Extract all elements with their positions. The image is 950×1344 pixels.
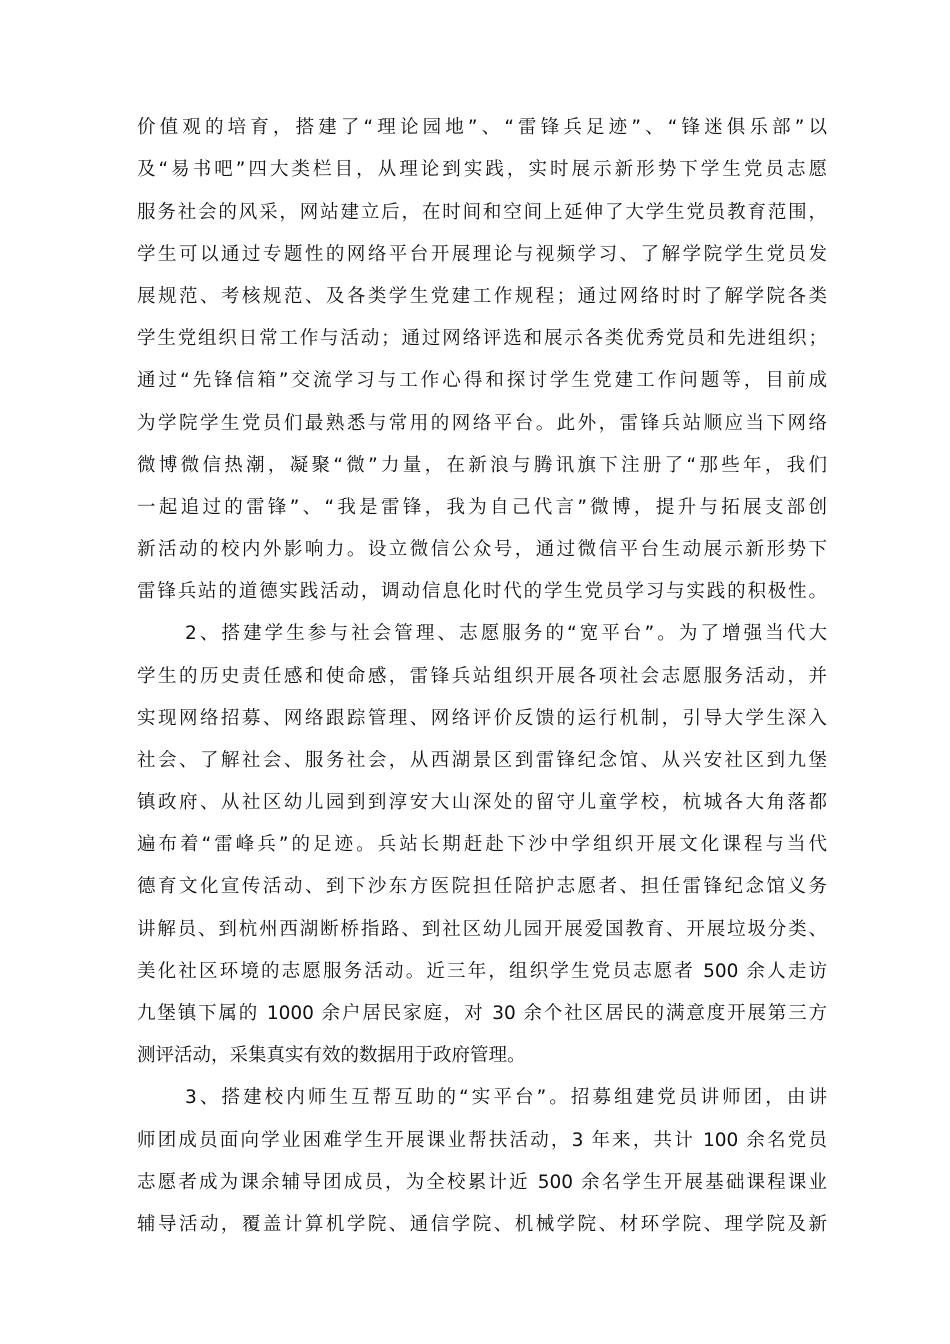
paragraph-line: 新活动的校内外影响力。设立微信公众号，通过微信平台生动展示新形势下 [137, 539, 827, 560]
paragraph-line: 学生可以通过专题性的网络平台开展理论与视频学习、了解学院学生党员发 [137, 244, 827, 265]
paragraph-line: 美化社区环境的志愿服务活动。近三年，组织学生党员志愿者 500 余人走访 [137, 961, 827, 982]
paragraph-line: 2、搭建学生参与社会管理、志愿服务的“宽平台”。为了增强当代大 [185, 623, 827, 644]
paragraph-line: 辅导活动，覆盖计算机学院、通信学院、机械学院、材环学院、理学院及新 [137, 1214, 827, 1235]
paragraph-line: 通过“先锋信箱”交流学习与工作心得和探讨学生党建工作问题等，目前成 [137, 370, 827, 391]
paragraph-line: 服务社会的风采，网站建立后，在时间和空间上延伸了大学生党员教育范围， [137, 202, 827, 223]
paragraph-line: 微博微信热潮，凝聚“微”力量，在新浪与腾讯旗下注册了“那些年，我们 [137, 455, 827, 476]
paragraph-line: 价值观的培育，搭建了“理论园地”、“雷锋兵足迹”、“锋迷俱乐部”以 [137, 117, 827, 138]
paragraph-line: 镇政府、从社区幼儿园到到淳安大山深处的留守儿童学校，杭城各大角落都 [137, 792, 827, 813]
paragraph-line: 社会、了解社会、服务社会，从西湖景区到雷锋纪念馆、从兴安社区到九堡 [137, 750, 827, 771]
paragraph-line: 学生党组织日常工作与活动；通过网络评选和展示各类优秀党员和先进组织； [137, 328, 827, 349]
paragraph-line: 师团成员面向学业困难学生开展课业帮扶活动，3 年来，共计 100 余名党员 [137, 1130, 827, 1151]
paragraph-line: 学生的历史责任感和使命感，雷锋兵站组织开展各项社会志愿服务活动，并 [137, 666, 827, 687]
paragraph-line: 九堡镇下属的 1000 余户居民家庭，对 30 余个社区居民的满意度开展第三方 [137, 1003, 827, 1024]
paragraph-line: 实现网络招募、网络跟踪管理、网络评价反馈的运行机制，引导大学生深入 [137, 708, 827, 729]
paragraph-line: 一起追过的雷锋”、“我是雷锋，我为自己代言”微博，提升与拓展支部创 [137, 497, 827, 518]
paragraph-line: 3、搭建校内师生互帮互助的“实平台”。招募组建党员讲师团，由讲 [185, 1087, 827, 1108]
paragraph-line: 德育文化宣传活动、到下沙东方医院担任陪护志愿者、担任雷锋纪念馆义务 [137, 876, 827, 897]
paragraph-line: 及“易书吧”四大类栏目，从理论到实践，实时展示新形势下学生党员志愿 [137, 159, 827, 180]
paragraph-line: 讲解员、到杭州西湖断桥指路、到社区幼儿园开展爱国教育、开展垃圾分类、 [137, 919, 827, 940]
paragraph-line: 展规范、考核规范、及各类学生党建工作规程；通过网络时时了解学院各类 [137, 286, 827, 307]
paragraph-line: 为学院学生党员们最熟悉与常用的网络平台。此外，雷锋兵站顺应当下网络 [137, 413, 827, 434]
paragraph-line: 雷锋兵站的道德实践活动，调动信息化时代的学生党员学习与实践的积极性。 [137, 581, 827, 602]
paragraph-line: 志愿者成为课余辅导团成员，为全校累计近 500 余名学生开展基础课程课业 [137, 1172, 827, 1193]
paragraph-line: 遍布着“雷峰兵”的足迹。兵站长期赶赴下沙中学组织开展文化课程与当代 [137, 834, 827, 855]
paragraph-line: 测评活动，采集真实有效的数据用于政府管理。 [137, 1045, 526, 1066]
